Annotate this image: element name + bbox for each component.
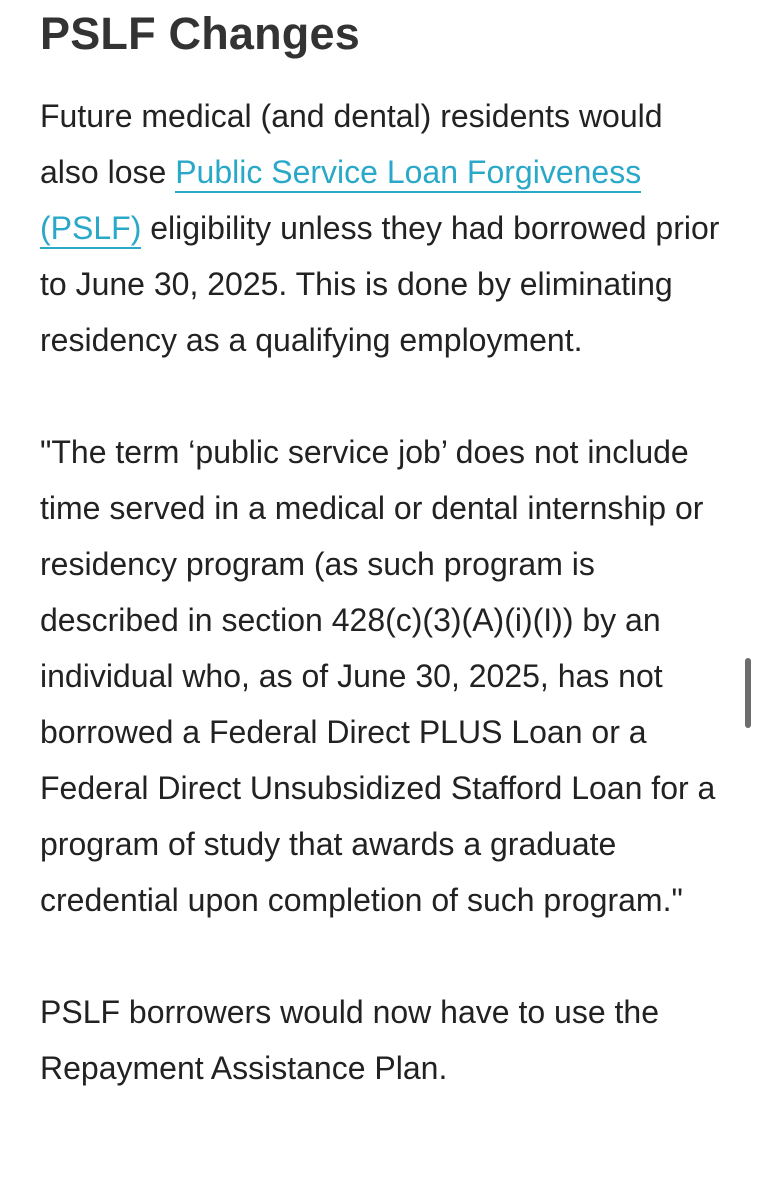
scrollbar-thumb[interactable]	[745, 658, 751, 728]
paragraph-pslf-eligibility	[40, 88, 730, 368]
pslf-link[interactable]: Public Service Loan Forgiveness (PSLF)	[40, 154, 641, 249]
paragraph-text: Future medical (and dental) residents would also lose	[40, 98, 663, 190]
paragraph-text: eligibility unless they had borrowed prior to June 30, 2025. This is done by eliminating residency as a qualifying employment.	[40, 210, 720, 358]
article-body	[40, 0, 730, 1096]
paragraph-repayment-plan: PSLF borrowers would now have to use the Repayment Assistance Plan.	[40, 994, 659, 1086]
section-heading: PSLF Changes	[40, 8, 360, 59]
paragraph-quote: "The term ‘public service job’ does not include time served in a medical or dental internship or residency program (as such program is described in section 428(c)(3)(A)(i)(I)) by an individual who, as of June 30, 2025, has not borrowed a Federal Direct PLUS Loan or a Federal Direct Unsubsidized Stafford Loan for a program of study that awards a graduate credential upon completion of such program."	[40, 434, 716, 918]
